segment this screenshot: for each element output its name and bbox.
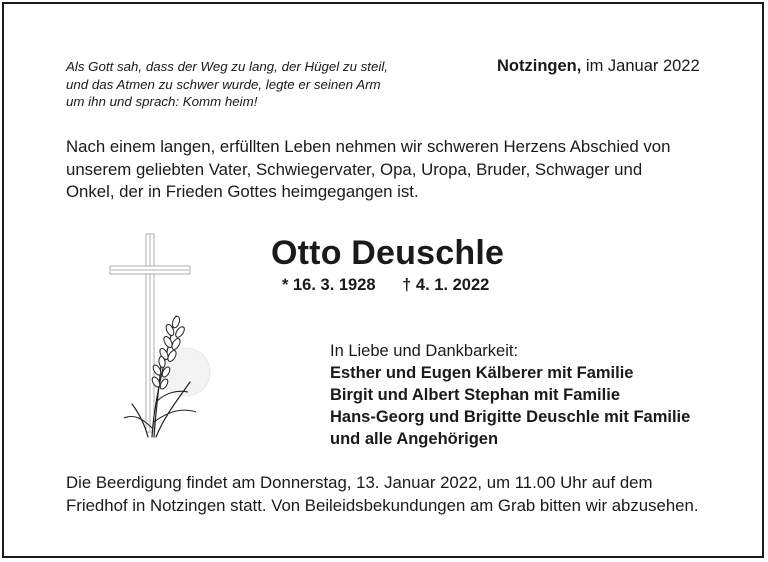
place-town: Notzingen, xyxy=(497,57,582,75)
intro-line: Nach einem langen, erfüllten Leben nehmen wir schweren Herzens Abschied von xyxy=(66,137,671,156)
mourner-family: und alle Angehörigen xyxy=(330,430,499,448)
quote-line: um ihn und sprach: Komm heim! xyxy=(66,94,258,109)
quote-line: und das Atmen zu schwer wurde, legte er seinen Arm xyxy=(66,76,381,92)
intro-line: Onkel, der in Frieden Gottes heimgegangen ist. xyxy=(66,182,419,201)
quote-line: Als Gott sah, dass der Weg zu lang, der Hügel zu steil, xyxy=(66,59,388,74)
birth-date: * 16. 3. 1928 xyxy=(282,276,376,294)
place-date xyxy=(497,57,700,76)
cross-with-wheat-icon xyxy=(104,232,214,444)
mourner-family: Hans-Georg und Brigitte Deuschle mit Familie xyxy=(330,408,691,426)
funeral-notice xyxy=(66,472,698,517)
mourner-family: Birgit und Albert Stephan mit Familie xyxy=(330,386,620,404)
mourners-block xyxy=(330,340,690,450)
life-dates xyxy=(282,276,489,295)
funeral-line: Die Beerdigung findet am Donnerstag, 13. Januar 2022, um 11.00 Uhr auf dem xyxy=(66,473,653,492)
death-date: † 4. 1. 2022 xyxy=(402,276,490,294)
quote-verse xyxy=(66,58,446,111)
place-month: im Januar 2022 xyxy=(585,57,700,75)
intro-line: unserem geliebten Vater, Schwiegervater, Opa, Uropa, Bruder, Schwager und xyxy=(66,159,643,179)
intro-text xyxy=(66,136,670,204)
mourner-family: Esther und Eugen Kälberer mit Familie xyxy=(330,364,634,382)
funeral-line: Friedhof in Notzingen statt. Von Beileidsbekundungen am Grab bitten wir abzusehen. xyxy=(66,495,699,515)
mourners-heading: In Liebe und Dankbarkeit: xyxy=(330,342,519,360)
deceased-name: Otto Deuschle xyxy=(271,234,505,272)
